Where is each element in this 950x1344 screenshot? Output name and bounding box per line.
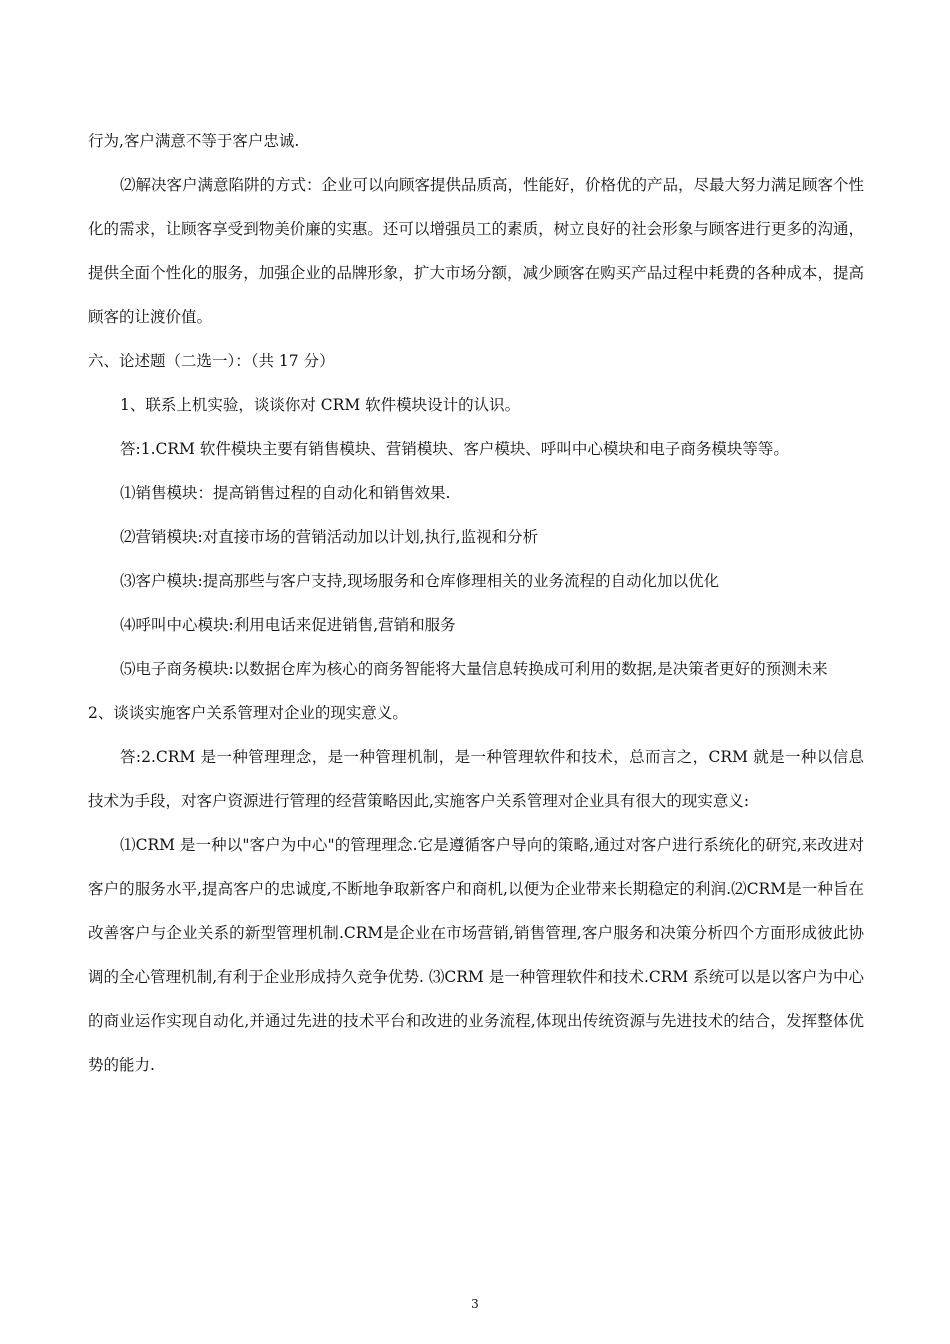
answer-1-customer-module: ⑶客户模块:提高那些与客户支持,现场服务和仓库修理相关的业务流程的自动化加以优化 [120,572,720,590]
answer-1-sales-module: ⑴销售模块：提高销售过程的自动化和销售效果. [120,484,451,502]
answer-1-call-center-module: ⑷呼叫中心模块:利用电话来促进销售,营销和服务 [120,616,456,634]
paragraph-customer-loyalty: 行为,客户满意不等于客户忠诚. [88,132,300,150]
page-number: 3 [471,1297,479,1311]
answer-1-ecommerce-module: ⑸电子商务模块:以数据仓库为核心的商务智能将大量信息转换成可利用的数据,是决策者更好的预测未来 [120,660,828,678]
answer-1-intro: 答:1.CRM 软件模块主要有销售模块、营销模块、客户模块、呼叫中心模块和电子商务模块等等。 [120,440,789,458]
answer-2-details: ⑴CRM 是一种以"客户为中心"的管理理念.它是遵循客户导向的策略,通过对客户进行系统化的研究,来改进对客户的服务水平,提高客户的忠诚度,不断地争取新客户和商机,以便为企业带来长期稳定的利润.⑵CRM是一种旨在改善客户与企业关系的新型管理机制.CRM是企业在市场营销,销售管理,客户服务和决策分析四个方面形成彼此协调的全心管理机制,有利于企业形成持久竞争优势. ⑶CRM 是一种管理软件和技术.CRM 系统可以是以客户为中心的商业运作实现自动化,并通过先进的技术平台和改进的业务流程,体现出传统资源与先进技术的结合，发挥整体优势的能力. [88,836,864,1074]
section-heading-essay: 六、论述题（二选一）：（共 17 分） [88,352,335,370]
answer-2-intro: 答:2.CRM 是一种管理理念，是一种管理机制，是一种管理软件和技术，总而言之，CRM 就是一种以信息技术为手段，对客户资源进行管理的经营策略因此,实施客户关系管理对企业具有很大的现实意义: [88,748,864,810]
document-body [88,119,864,1087]
question-2: 2、谈谈实施客户关系管理对企业的现实意义。 [88,704,408,722]
question-1: 1、联系上机实验，谈谈你对 CRM 软件模块设计的认识。 [120,396,521,414]
paragraph-satisfaction-trap: ⑵解决客户满意陷阱的方式：企业可以向顾客提供品质高，性能好，价格优的产品，尽最大努力满足顾客个性化的需求，让顾客享受到物美价廉的实惠。还可以增强员工的素质，树立良好的社会形象与顾客进行更多的沟通，提供全面个性化的服务，加强企业的品牌形象，扩大市场分额，减少顾客在购买产品过程中耗费的各种成本，提高顾客的让渡价值。 [88,176,865,326]
answer-1-marketing-module: ⑵营销模块:对直接市场的营销活动加以计划,执行,监视和分析 [120,528,539,546]
